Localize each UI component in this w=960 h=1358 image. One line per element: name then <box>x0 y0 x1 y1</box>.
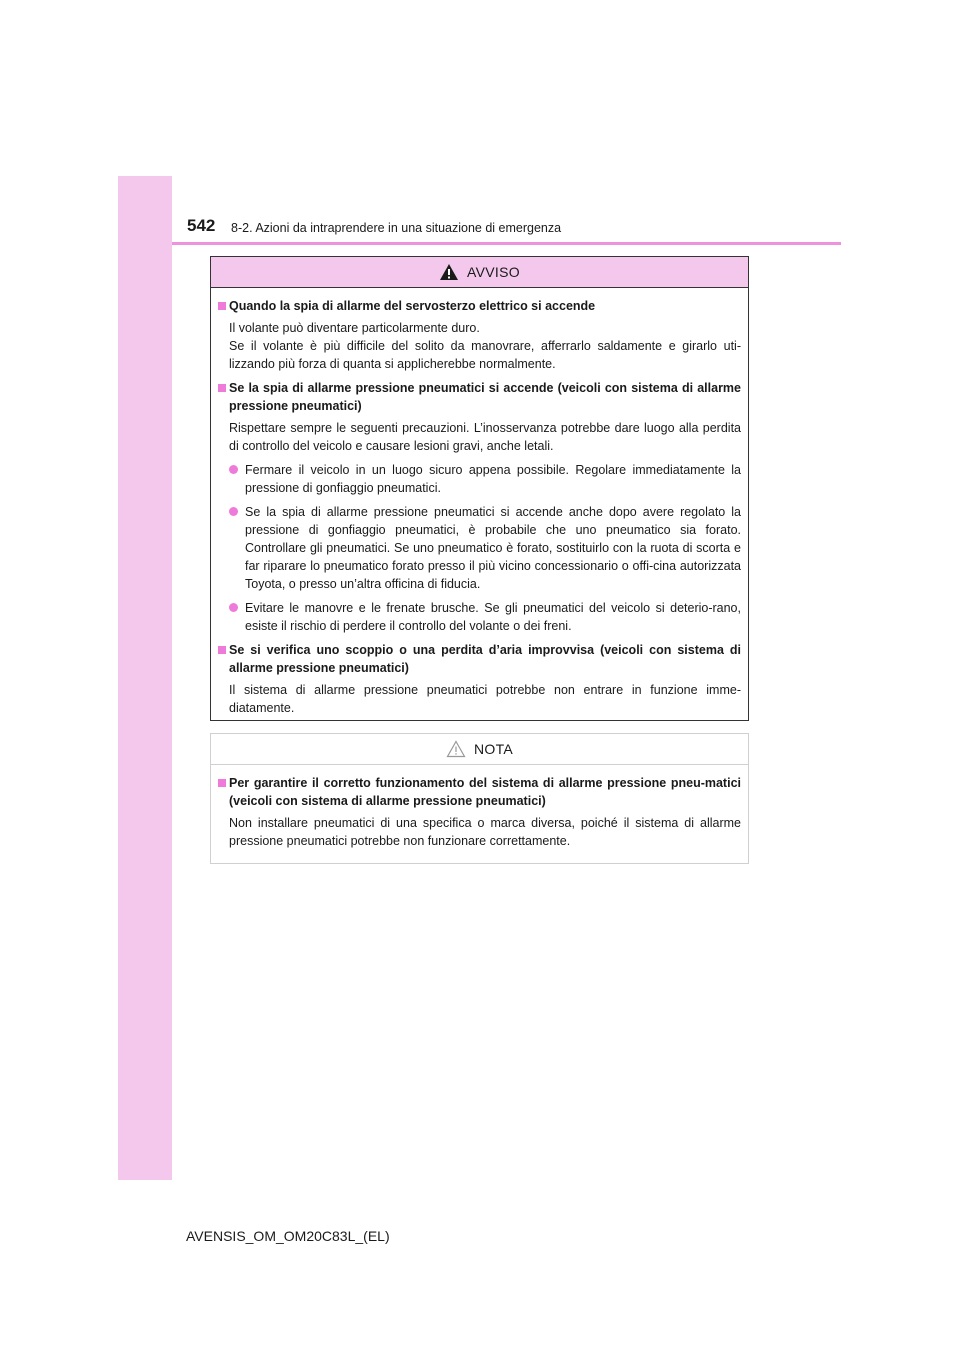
round-bullet-icon <box>229 465 238 474</box>
square-bullet-icon <box>218 779 226 787</box>
caution-outline-triangle-icon <box>446 740 466 758</box>
square-bullet-icon <box>218 646 226 654</box>
sub-bullet-text: Evitare le manovre e le frenate brusche. Se gli pneumatici del veicolo si deterio-rano, esiste il rischio di perdere il controllo del volante o dei freni. <box>245 601 741 633</box>
sub-bullet-text: Fermare il veicolo in un luogo sicuro appena possibile. Regolare immediatamente la pressione di gonfiaggio pneumatici. <box>245 463 741 495</box>
warning-item-title: Se si verifica uno scoppio o una perdita d’aria improvvisa (veicoli con sistema di allarme pressione pneumatici) <box>229 643 741 675</box>
round-bullet-icon <box>229 603 238 612</box>
notice-box <box>210 733 749 864</box>
header-rule <box>172 242 841 245</box>
warning-item-title: Se la spia di allarme pressione pneumatici si accende (veicoli con sistema di allarme pressione pneumatici) <box>229 381 741 413</box>
warning-triangle-icon <box>439 263 459 281</box>
page-number: 542 <box>187 216 216 235</box>
side-color-band <box>118 176 172 1180</box>
footer-document-code: AVENSIS_OM_OM20C83L_(EL) <box>186 1228 390 1244</box>
square-bullet-icon <box>218 384 226 392</box>
warning-item-text: Il sistema di allarme pressione pneumatici potrebbe non entrare in funzione imme-diatamente. <box>229 683 741 715</box>
notice-item-text: Non installare pneumatici di una specifica o marca diversa, poiché il sistema di allarme pressione pneumatici potrebbe non funzionare correttamente. <box>229 816 741 848</box>
warning-item-text-line: Se il volante è più difficile del solito da manovrare, afferrarlo saldamente e girarlo uti-lizzando più forza di quanta si applicherebbe normalmente. <box>229 339 741 371</box>
warning-item-text: Rispettare sempre le seguenti precauzioni. L’inosservanza potrebbe dare luogo alla perdita di controllo del veicolo e causare lesioni gravi, anche letali. <box>229 421 741 453</box>
sub-bullet <box>229 461 741 497</box>
warning-title: AVVISO <box>467 264 520 280</box>
sub-bullet-text: Se la spia di allarme pressione pneumatici si accende anche dopo avere regolato la pressione di gonfiaggio pneumatici, è probabile che uno pneumatico sia forato. Controllare gli pneumatici. Se uno pneumatico è forato, sostituirlo con la ruota di scorta e far riparare lo pneumatico forato presso il più vicino concessionario o offi-cina autorizzata Toyota, o presso un’altra officina di fiducia. <box>245 505 741 591</box>
notice-item-title: Per garantire il corretto funzionamento del sistema di allarme pressione pneu-matici (veicoli con sistema di allarme pressione pneumatici) <box>229 776 741 808</box>
warning-item <box>218 297 741 373</box>
sub-bullet <box>229 503 741 593</box>
warning-item-text-line: Il volante può diventare particolarmente duro. <box>229 321 480 335</box>
square-bullet-icon <box>218 302 226 310</box>
sub-bullet <box>229 599 741 635</box>
notice-body <box>211 765 748 850</box>
warning-item <box>218 641 741 717</box>
notice-item <box>218 774 741 850</box>
notice-title: NOTA <box>473 741 514 757</box>
warning-item-text <box>229 319 741 373</box>
round-bullet-icon <box>229 507 238 516</box>
warning-box-header <box>211 257 748 288</box>
warning-item-title: Quando la spia di allarme del servosterzo elettrico si accende <box>229 299 596 313</box>
notice-box-header <box>211 734 748 765</box>
warning-box <box>210 256 749 721</box>
warning-body <box>211 288 748 717</box>
section-title: 8-2. Azioni da intraprendere in una situazione di emergenza <box>231 221 562 235</box>
warning-item <box>218 379 741 635</box>
